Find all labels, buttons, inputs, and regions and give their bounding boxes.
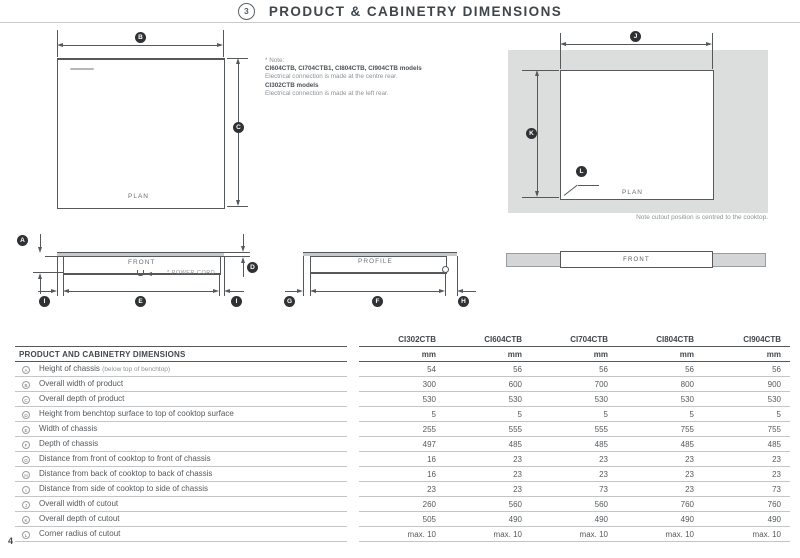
dim-badge-k: K <box>526 128 537 139</box>
row-key-badge: D <box>22 411 30 419</box>
cell-value: 54 <box>359 362 445 377</box>
plan-caption: PLAN <box>622 189 643 196</box>
table-body <box>15 362 790 542</box>
table-row <box>15 362 790 377</box>
arrowhead-icon <box>38 247 42 253</box>
cell-value: 490 <box>703 512 790 527</box>
row-label-note: (below top of benchtop) <box>102 365 171 373</box>
cell-value: 755 <box>617 422 703 437</box>
cell-value: 560 <box>445 497 531 512</box>
cell-value: 23 <box>445 467 531 482</box>
table-row <box>15 437 790 452</box>
dim-line-e <box>66 291 216 292</box>
row-label: Height of chassis <box>39 363 100 373</box>
model-header-row <box>15 333 790 347</box>
note-models: CI302CTB models <box>265 81 319 89</box>
model-name: CI604CTB <box>445 333 531 347</box>
cell-value: 485 <box>531 437 617 452</box>
table-row <box>15 512 790 527</box>
cell-value: 5 <box>359 407 445 422</box>
row-key-badge: A <box>22 366 30 374</box>
arrowhead-icon <box>457 289 463 293</box>
dim-badge-g: G <box>284 296 295 307</box>
ext-line <box>560 33 561 69</box>
cell-value: 23 <box>617 452 703 467</box>
dim-badge-b: B <box>135 32 146 43</box>
note-text: Electrical connection is made at the centre rear. <box>265 73 398 81</box>
page-number: 4 <box>8 536 14 546</box>
ext-line <box>227 206 248 207</box>
model-name: CI804CTB <box>617 333 703 347</box>
cell-value: 530 <box>703 392 790 407</box>
cell-value: 23 <box>531 452 617 467</box>
cell-value: 800 <box>617 377 703 392</box>
arrowhead-icon <box>560 42 566 46</box>
table-row <box>15 452 790 467</box>
arrowhead-icon <box>224 289 230 293</box>
cell-value: 255 <box>359 422 445 437</box>
power-cord-label: * POWER CORD <box>167 270 216 276</box>
dim-badge-c: C <box>233 122 244 133</box>
cell-value: 760 <box>617 497 703 512</box>
electrical-note <box>265 57 485 98</box>
dim-badge-e: E <box>135 296 146 307</box>
dim-line-i <box>230 291 244 292</box>
dim-badge-a: A <box>17 235 28 246</box>
table-row <box>15 422 790 437</box>
leader-line <box>152 274 165 275</box>
row-key-badge: G <box>22 456 30 464</box>
cell-value: 760 <box>703 497 790 512</box>
cell-value: 555 <box>531 422 617 437</box>
arrowhead-icon <box>146 272 152 276</box>
dim-badge-l: L <box>576 166 587 177</box>
cell-value: 73 <box>703 482 790 497</box>
cell-value: 56 <box>531 362 617 377</box>
unit-cell: mm <box>445 347 531 362</box>
table-row <box>15 467 790 482</box>
dim-line-j <box>563 44 710 45</box>
cell-value: 23 <box>617 467 703 482</box>
cell-value: 5 <box>445 407 531 422</box>
leader-line <box>578 185 599 186</box>
ext-line <box>445 272 446 296</box>
cell-value: 56 <box>617 362 703 377</box>
cell-value: 16 <box>359 467 445 482</box>
table-row <box>15 527 790 542</box>
dim-line-a <box>40 234 41 248</box>
cell-value: 505 <box>359 512 445 527</box>
dim-badge-h: H <box>458 296 469 307</box>
cell-value: max. 10 <box>359 527 445 542</box>
row-label: Overall depth of product <box>39 393 125 403</box>
cell-value: 530 <box>531 392 617 407</box>
row-key-badge: K <box>22 516 30 524</box>
cooktop-front-section: FRONT <box>560 251 713 268</box>
dim-line-h <box>463 291 476 292</box>
dim-badge-d: D <box>247 262 258 273</box>
cell-value: 23 <box>531 467 617 482</box>
table-row <box>15 497 790 512</box>
row-label: Overall depth of cutout <box>39 513 120 523</box>
row-label: Distance from side of cooktop to side of chassis <box>39 483 208 493</box>
table-row <box>15 407 790 422</box>
row-key-badge: J <box>22 501 30 509</box>
row-key-badge: E <box>22 426 30 434</box>
cell-value: 5 <box>703 407 790 422</box>
table-title: PRODUCT AND CABINETRY DIMENSIONS <box>15 347 347 362</box>
table-head-rows <box>15 333 790 362</box>
cell-value: 490 <box>617 512 703 527</box>
page-header <box>0 0 800 22</box>
cell-value: max. 10 <box>531 527 617 542</box>
cell-value: max. 10 <box>617 527 703 542</box>
row-label: Depth of chassis <box>39 438 99 448</box>
arrowhead-icon <box>297 289 303 293</box>
dim-line-f <box>313 291 442 292</box>
step-number-badge: 3 <box>238 3 255 20</box>
note-text: Electrical connection is made at the left rear. <box>265 89 389 97</box>
cell-value: 497 <box>359 437 445 452</box>
cell-value: 5 <box>617 407 703 422</box>
profile-caption: PROFILE <box>358 258 393 265</box>
arrowhead-icon <box>241 246 245 252</box>
arrowhead-icon <box>439 289 445 293</box>
ext-line <box>219 273 220 296</box>
row-key-badge: L <box>22 531 30 539</box>
cutout-outline <box>560 70 714 200</box>
ext-line <box>712 33 713 69</box>
row-key-badge: H <box>22 471 30 479</box>
ext-line <box>224 252 250 253</box>
ext-line <box>33 272 63 273</box>
note-models: CI604CTB, CI704CTB1, CI804CTB, CI904CTB models <box>265 65 422 73</box>
cell-value: 560 <box>531 497 617 512</box>
cell-value: 600 <box>445 377 531 392</box>
cell-value: 555 <box>445 422 531 437</box>
page-title: PRODUCT & CABINETRY DIMENSIONS <box>268 3 563 19</box>
model-name: CI904CTB <box>703 333 790 347</box>
dim-line-i <box>38 291 52 292</box>
unit-cell: mm <box>359 347 445 362</box>
arrowhead-icon <box>236 200 240 206</box>
row-label: Distance from front of cooktop to front of chassis <box>39 453 211 463</box>
cell-value: 23 <box>703 467 790 482</box>
dim-line-k <box>537 73 538 195</box>
cell-value: 485 <box>445 437 531 452</box>
unit-cell: mm <box>617 347 703 362</box>
dimensions-table <box>15 333 790 542</box>
cell-value: 23 <box>617 482 703 497</box>
cell-value: 300 <box>359 377 445 392</box>
arrowhead-icon <box>217 43 223 47</box>
cell-value: max. 10 <box>703 527 790 542</box>
cell-value: 490 <box>445 512 531 527</box>
cell-value: 5 <box>531 407 617 422</box>
cell-value: 755 <box>703 422 790 437</box>
power-cord-icon <box>137 270 144 276</box>
row-key-badge: I <box>22 486 30 494</box>
row-label: Height from benchtop surface to top of cooktop surface <box>39 408 234 418</box>
model-name: CI302CTB <box>359 333 445 347</box>
cell-value: 16 <box>359 452 445 467</box>
dim-badge-i: I <box>39 296 50 307</box>
arrowhead-icon <box>535 70 539 76</box>
cell-value: 530 <box>359 392 445 407</box>
row-key-badge: F <box>22 441 30 449</box>
cell-value: 23 <box>445 452 531 467</box>
model-name: CI704CTB <box>531 333 617 347</box>
row-key-badge: B <box>22 381 30 389</box>
row-label: Corner radius of cutout <box>39 528 121 538</box>
row-label: Overall width of cutout <box>39 498 119 508</box>
table-row <box>15 377 790 392</box>
row-label: Width of chassis <box>39 423 98 433</box>
cell-value: 530 <box>445 392 531 407</box>
arrowhead-icon <box>63 289 69 293</box>
dim-badge-i: I <box>231 296 242 307</box>
cutout-note: Note cutout position is centred to the cooktop. <box>636 214 768 221</box>
cell-value: 490 <box>531 512 617 527</box>
dim-badge-j: J <box>630 31 641 42</box>
note-heading: * Note: <box>265 57 285 64</box>
brand-mark <box>70 68 94 70</box>
cell-value: 700 <box>531 377 617 392</box>
ext-line <box>522 70 559 71</box>
cell-value: 900 <box>703 377 790 392</box>
cell-value: 260 <box>359 497 445 512</box>
dim-line-b <box>60 45 221 46</box>
table-row <box>15 482 790 497</box>
header-divider <box>0 22 800 23</box>
arrowhead-icon <box>310 289 316 293</box>
cell-value: 23 <box>445 482 531 497</box>
ext-line <box>522 197 559 198</box>
cell-value: 56 <box>703 362 790 377</box>
unit-cell: mm <box>531 347 617 362</box>
cell-value: 530 <box>617 392 703 407</box>
row-label: Distance from back of cooktop to back of chassis <box>39 468 213 478</box>
arrowhead-icon <box>535 191 539 197</box>
units-row <box>15 347 790 362</box>
arrowhead-icon <box>236 58 240 64</box>
table-row <box>15 392 790 407</box>
arrowhead-icon <box>57 43 63 47</box>
ext-line <box>223 30 224 57</box>
dim-line-d <box>243 263 244 277</box>
row-key-badge: C <box>22 396 30 404</box>
front-caption: FRONT <box>128 259 156 266</box>
ext-line <box>57 256 58 296</box>
cell-value: max. 10 <box>445 527 531 542</box>
plan-caption: PLAN <box>128 193 149 200</box>
ext-line <box>303 256 304 296</box>
unit-cell: mm <box>703 347 790 362</box>
cell-value: 23 <box>703 452 790 467</box>
arrowhead-icon <box>51 289 57 293</box>
row-label: Overall width of product <box>39 378 124 388</box>
cell-value: 73 <box>531 482 617 497</box>
cell-value: 56 <box>445 362 531 377</box>
cell-value: 485 <box>703 437 790 452</box>
cell-value: 485 <box>617 437 703 452</box>
dim-badge-f: F <box>372 296 383 307</box>
arrowhead-icon <box>213 289 219 293</box>
cooktop-outline <box>57 58 225 209</box>
cell-value: 23 <box>359 482 445 497</box>
arrowhead-icon <box>706 42 712 46</box>
